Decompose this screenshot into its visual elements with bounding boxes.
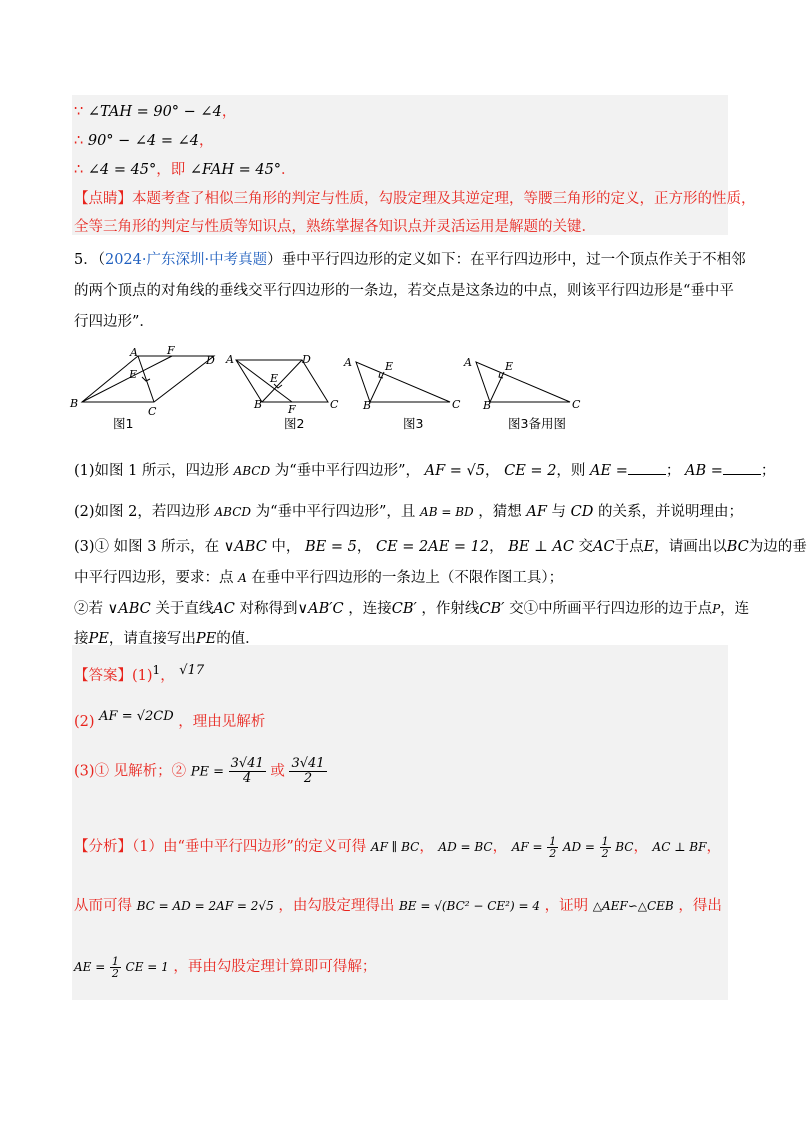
question-intro-1: 5．（2024·广东深圳·中考真题）垂中平行四边形的定义如下：在平行四边形中，过一个顶点作关于不相邻 [74, 252, 746, 268]
figure-3 [340, 342, 470, 422]
fraction-half-2: $\frac{1}{2}$ [601, 834, 609, 860]
figure-3-backup-caption: 图3备用图 [508, 416, 566, 431]
svg-text:E: E [505, 360, 514, 373]
svg-text:A: A [464, 356, 472, 369]
question-source: 2024·广东深圳·中考真题 [104, 252, 268, 268]
fraction-1: $\frac{3√41}{4}$ [230, 756, 264, 786]
figure-3-caption: 图3 [403, 416, 424, 431]
fraction-half-3: $\frac{1}{2}$ [111, 954, 119, 980]
svg-text:C: C [572, 398, 581, 411]
comment-line-1: 【点睛】本题考查了相似三角形的判定与性质，勾股定理及其逆定理，等腰三角形的定义，正方形的性质， [74, 191, 756, 207]
figure-1-caption: 图1 [113, 416, 134, 431]
svg-text:F: F [288, 403, 296, 416]
answer-blank-ab[interactable] [723, 462, 761, 475]
svg-text:E: E [129, 368, 138, 381]
part-3-line-3: ②若 ∨ABC 关于直线AC 对称得到∨AB′C ，连接CB′ ，作射线CB′ 交①中所画平行四边形的边于点P，连 [74, 601, 750, 617]
analysis-line-3: AE = $\frac{1}{2}$ CE = 1 ，再由勾股定理计算即可得解； [74, 954, 377, 980]
answer-block [72, 645, 728, 1000]
figure-2 [222, 342, 352, 422]
answer-blank-ae[interactable] [628, 462, 666, 475]
proof-line-3: ∴ ∠4 = 45°，即 ∠FAH = 45°． [74, 162, 296, 178]
svg-text:D: D [302, 353, 311, 366]
part-2: (2)如图 2，若四边形 ABCD 为“垂中平行四边形”，且 AB = BD ，猜想 AF 与 CD 的关系，并说明理由； [74, 504, 743, 520]
proof-line-2: ∴ 90° − ∠4 = ∠4， [74, 133, 214, 149]
part-1: (1)如图 1 所示，四边形 ABCD 为“垂中平行四边形”， AF = √5， CE = 2，则 AE = ； AB = ； [74, 463, 776, 479]
svg-text:C: C [148, 405, 157, 418]
svg-text:A: A [130, 346, 138, 359]
question-intro-2: 的两个顶点的对角线的垂线交平行四边形的一条边，若交点是这条边的中点，则该平行四边形是“垂中平 [74, 283, 734, 299]
svg-text:A: A [344, 356, 352, 369]
svg-text:F: F [167, 344, 175, 357]
figure-3-backup [460, 342, 600, 422]
svg-text:B: B [363, 399, 372, 412]
analysis-line-1: 【分析】（1）由“垂中平行四边形”的定义可得 AF ∥ BC， AD = BC， AF = $\frac{1}{2}$ AD = $\frac{1}{2}$ BC， AC ⊥ BF， [74, 834, 721, 860]
svg-text:B: B [483, 399, 492, 412]
part-3-line-2: 中平行四边形，要求：点 A 在垂中平行四边形的一条边上（不限作图工具）； [74, 570, 564, 586]
proof-line-1: ∵ ∠TAH = 90° − ∠4， [74, 104, 237, 120]
part-3-line-4: 接PE，请直接写出PE的值． [74, 631, 260, 647]
question-intro-3: 行四边形”． [74, 314, 154, 330]
part-3-line-1: (3)① 如图 3 所示，在 ∨ABC 中， BE = 5， CE = 2AE = 12， BE ⊥ AC 交AC于点E，请画出以BC为边的垂 [74, 539, 807, 555]
answer-3: (3)① 见解析；② PE = $\frac{3√41}{4}$ 或 $\frac{3√41}{2}$ [74, 756, 325, 786]
analysis-line-2: 从而可得 BC = AD = 2AF = 2√5 ，由勾股定理得出 BE = √(BC² − CE²) = 4 ，证明 △AEF∽△CEB ，得出 [74, 898, 722, 914]
svg-text:E: E [270, 372, 279, 385]
comment-line-2: 全等三角形的判定与性质等知识点，熟练掌握各知识点并灵活运用是解题的关键． [74, 219, 596, 235]
svg-text:B: B [254, 398, 263, 411]
svg-text:C: C [452, 398, 461, 411]
svg-text:C: C [330, 398, 339, 411]
figure-1 [68, 342, 228, 422]
fraction-2: $\frac{3√41}{2}$ [291, 756, 325, 786]
svg-text:A: A [226, 353, 234, 366]
figure-2-caption: 图2 [284, 416, 305, 431]
svg-text:E: E [385, 360, 394, 373]
svg-text:B: B [70, 397, 79, 410]
fraction-half-1: $\frac{1}{2}$ [549, 834, 557, 860]
svg-text:D: D [206, 354, 215, 367]
answer-2: (2) AF = √2CD ，理由见解析 [74, 709, 266, 730]
answer-1: 【答案】$(1)^1$， √17 [74, 663, 205, 684]
